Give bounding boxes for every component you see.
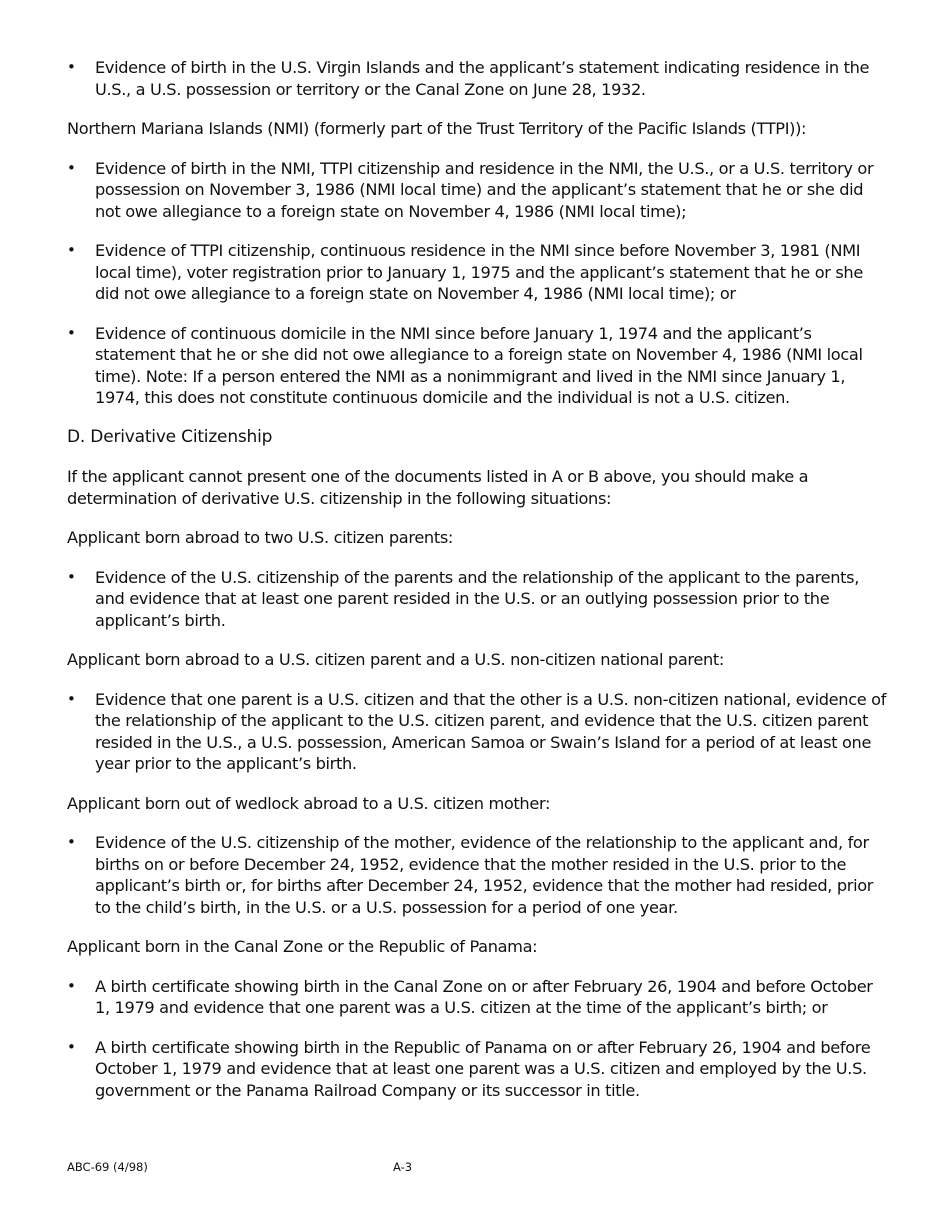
subheading-out-of-wedlock: Applicant born out of wedlock abroad to a U.S. citizen mother: [67,793,551,813]
page-number: A-3 [393,1160,413,1174]
bullet-nmi-birth [67,158,889,223]
bullet-marker: • [67,976,76,995]
bullet-text: A birth certificate showing birth in the Republic of Panama on or after February 26, 1904 and before October 1, 1979 and evidence that at least one parent was a U.S. citizen and employed by the U.S. government or the Panama Railroad Company or its successor in title. [95,1037,871,1100]
bullet-text: A birth certificate showing birth in the Canal Zone on or after February 26, 1904 and before October 1, 1979 and evidence that one parent was a U.S. citizen at the time of the applicant’s birth; or [95,976,873,1017]
bullet-out-of-wedlock [67,832,889,918]
bullet-marker: • [67,567,76,586]
bullet-marker: • [67,833,76,851]
bullet-two-citizen-parents [67,567,889,632]
bullet-virgin-islands [67,57,889,100]
bullet-nmi-domicile [67,323,889,409]
subheading-citizen-and-national-parent: Applicant born abroad to a U.S. citizen parent and a U.S. non-citizen national parent: [67,650,724,669]
paragraph-derivative-intro: If the applicant cannot present one of the documents listed in A or B above, you should make a determination of derivative U.S. citizenship in the following situations: [67,467,809,508]
bullet-canal-zone-birth [67,976,889,1019]
subheading-canal-zone-panama: Applicant born in the Canal Zone or the Republic of Panama: [67,937,538,956]
section-heading-derivative: D. Derivative Citizenship [67,426,273,447]
bullet-text: Evidence of birth in the U.S. Virgin Islands and the applicant’s statement indicating residence in the U.S., a U.S. possession or territory or the Canal Zone on June 28, 1932. [95,58,870,99]
bullet-text: Evidence of birth in the NMI, TTPI citizenship and residence in the NMI, the U.S., or a U.S. territory or possession on November 3, 1986 (NMI local time) and the applicant’s statement that he or she did not owe allegiance to a foreign state on November 4, 1986 (NMI local time); [95,158,874,221]
subheading-two-citizen-parents: Applicant born abroad to two U.S. citizen parents: [67,528,454,547]
bullet-citizen-and-national-parent [67,689,889,775]
bullet-text: Evidence of the U.S. citizenship of the mother, evidence of the relationship to the applicant and, for births on or before December 24, 1952, evidence that the mother resided in the U.S. prior to the applicant’s birth or, for births after December 24, 1952, evidence that the mother had resided, prior to the child’s birth, in the U.S. or a U.S. possession for a period of one year. [95,833,874,917]
bullet-marker: • [67,323,76,342]
bullet-marker: • [67,689,76,708]
bullet-marker: • [67,1037,76,1056]
bullet-text: Evidence of continuous domicile in the NMI since before January 1, 1974 and the applicant’s statement that he or she did not owe allegiance to a foreign state on November 4, 1986 (NMI local time). Note: If a person entered the NMI as a nonimmigrant and lived in the NMI since January 1, 1974, this does not constitute continuous domicile and the individual is not a U.S. citizen. [95,323,863,407]
bullet-text: Evidence of the U.S. citizenship of the parents and the relationship of the applicant to the parents, and evidence that at least one parent resided in the U.S. or an outlying possession prior to the applicant’s birth. [95,567,859,630]
form-identifier: ABC-69 (4/98) [67,1160,148,1174]
bullet-marker: • [67,241,76,259]
document-body [67,57,889,1119]
bullet-text: Evidence that one parent is a U.S. citizen and that the other is a U.S. non-citizen national, evidence of the relationship of the applicant to the U.S. citizen parent, and evidence that the U.S. citizen parent resided in the U.S., a U.S. possession, American Samoa or Swain’s Island for a period of at least one year prior to the applicant’s birth. [95,689,887,773]
bullet-marker: • [67,158,76,177]
bullet-ttpi-citizenship [67,240,889,305]
section-intro-nmi: Northern Mariana Islands (NMI) (formerly part of the Trust Territory of the Pacific Islands (TTPI)): [67,119,807,138]
bullet-panama-birth [67,1037,889,1102]
bullet-text: Evidence of TTPI citizenship, continuous residence in the NMI since before November 3, 1981 (NMI local time), voter registration prior to January 1, 1975 and the applicant’s statement that he or she did not owe allegiance to a foreign state on November 4, 1986 (NMI local time); or [95,241,863,303]
bullet-marker: • [67,58,76,76]
